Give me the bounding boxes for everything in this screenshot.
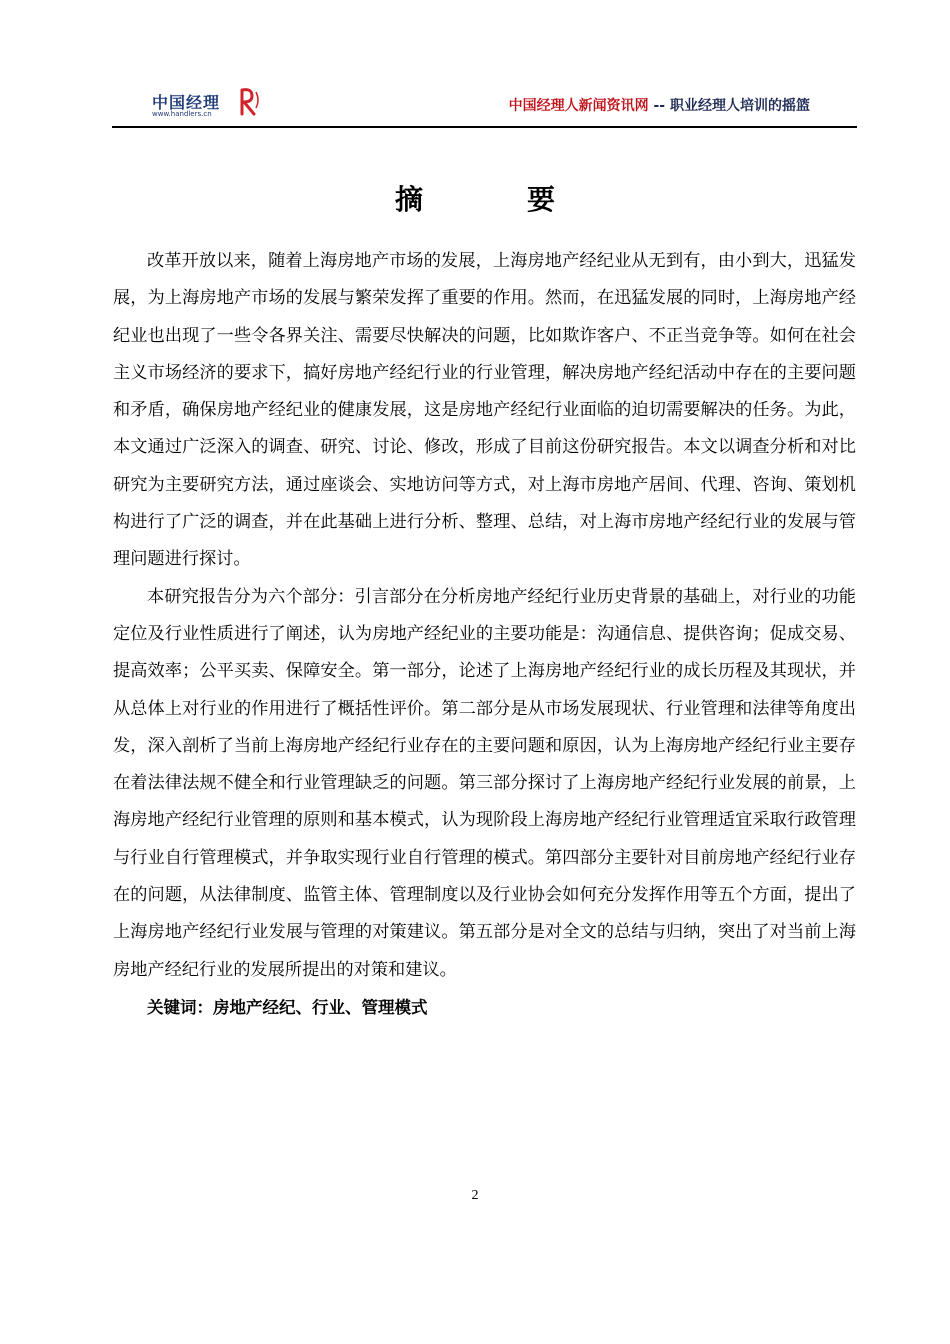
page-header — [112, 86, 857, 128]
header-slogan — [509, 95, 810, 115]
abstract-body — [113, 243, 856, 1026]
logo-url: www.handlers.cn — [152, 110, 212, 118]
logo-mark-icon — [238, 86, 262, 118]
slogan-separator: -- — [648, 98, 670, 114]
page-title — [0, 178, 950, 218]
abstract-paragraph-1: 改革开放以来，随着上海房地产市场的发展，上海房地产经纪业从无到有，由小到大，迅猛发展，为上海房地产市场的发展与繁荣发挥了重要的作用。然而，在迅猛发展的同时，上海房地产经纪业也出现了一些令各界关注、需要尽快解决的问题，比如欺诈客户、不正当竞争等。如何在社会主义市场经济的要求下，搞好房地产经纪行业的行业管理，解决房地产经纪活动中存在的主要问题和矛盾，确保房地产经纪业的健康发展，这是房地产经纪行业面临的迫切需要解决的任务。为此，本文通过广泛深入的调查、研究、讨论、修改，形成了目前这份研究报告。本文以调查分析和对比研究为主要研究方法，通过座谈会、实地访问等方式，对上海市房地产居间、代理、咨询、策划机构进行了广泛的调查，并在此基础上进行分析、整理、总结，对上海市房地产经纪行业的发展与管理问题进行探讨。 — [113, 251, 856, 570]
slogan-tagline: 职业经理人培训的摇篮 — [670, 98, 810, 114]
title-char-1: 摘 — [394, 183, 423, 216]
logo-text: 中国经理 — [152, 93, 221, 112]
logo — [152, 86, 262, 124]
title-char-2: 要 — [527, 183, 556, 216]
keywords: 关键词：房地产经纪、行业、管理模式 — [147, 997, 428, 1017]
slogan-site: 中国经理人新闻资讯网 — [508, 98, 649, 114]
page-number: 2 — [471, 1188, 479, 1203]
header-divider — [112, 126, 857, 128]
abstract-paragraph-2: 本研究报告分为六个部分：引言部分在分析房地产经纪行业历史背景的基础上，对行业的功能定位及行业性质进行了阐述，认为房地产经纪业的主要功能是：沟通信息、提供咨询；促成交易、提高效率；公平买卖、保障安全。第一部分，论述了上海房地产经纪行业的成长历程及其现状，并从总体上对行业的作用进行了概括性评价。第二部分是从市场发展现状、行业管理和法律等角度出发，深入剖析了当前上海房地产经纪行业存在的主要问题和原因，认为上海房地产经纪行业主要存在着法律法规不健全和行业管理缺乏的问题。第三部分探讨了上海房地产经纪行业发展的前景，上海房地产经纪行业管理的原则和基本模式，认为现阶段上海房地产经纪行业管理适宜采取行政管理与行业自行管理模式，并争取实现行业自行管理的模式。第四部分主要针对目前房地产经纪行业存在的问题，从法律制度、监管主体、管理制度以及行业协会如何充分发挥作用等五个方面，提出了上海房地产经纪行业发展与管理的对策建议。第五部分是对全文的总结与归纳，突出了对当前上海房地产经纪行业的发展所提出的对策和建议。 — [113, 586, 856, 980]
